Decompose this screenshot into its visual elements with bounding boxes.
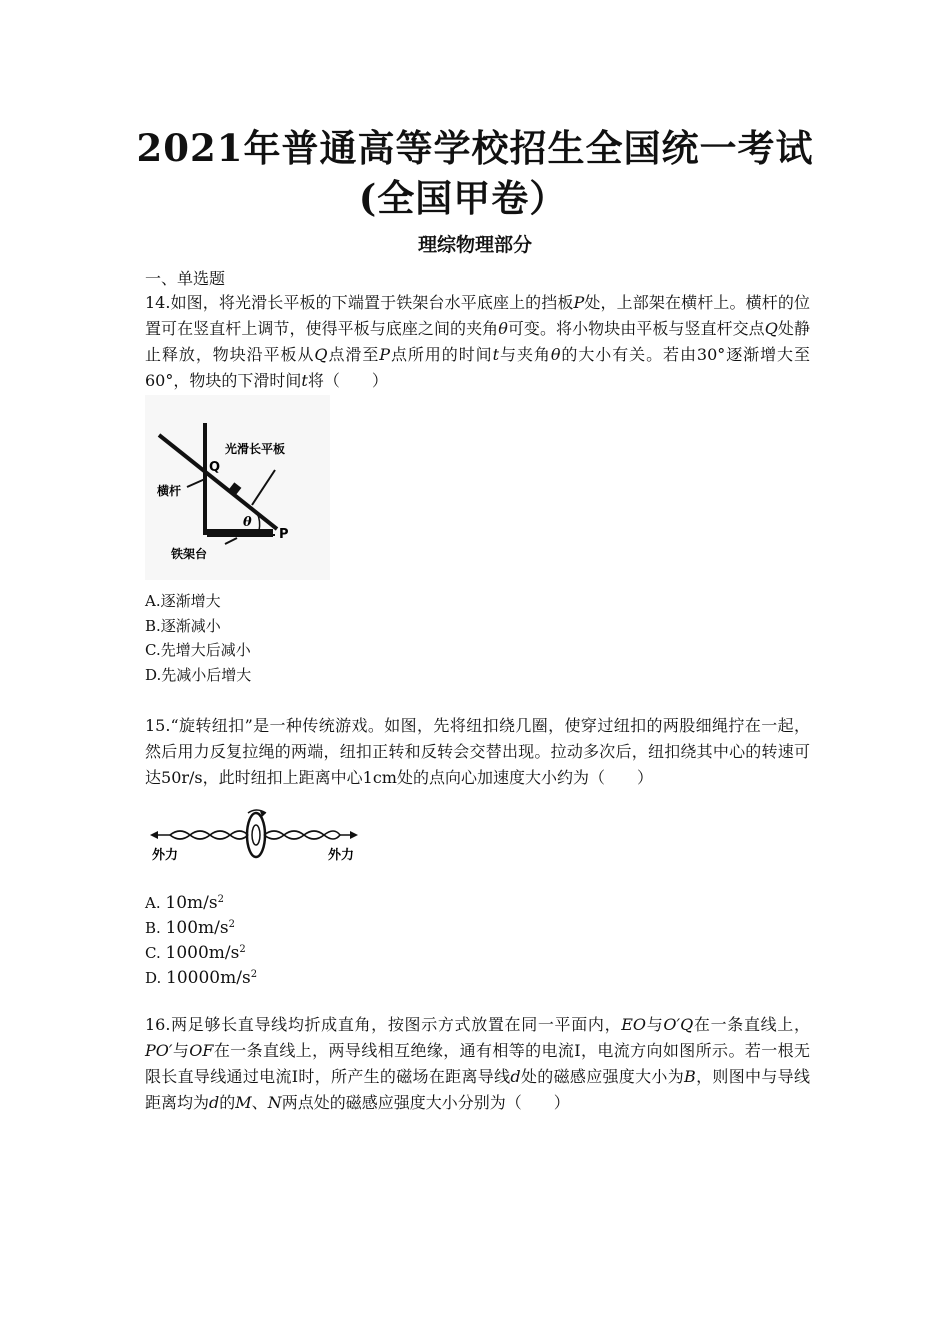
q14-option-b[interactable]: B.逐渐减小 xyxy=(145,617,221,635)
button-disc xyxy=(247,813,265,857)
label-stand: 铁架台 xyxy=(171,547,208,561)
paper-title-line2: (全国甲卷） xyxy=(358,176,568,220)
base-hatching xyxy=(207,529,273,537)
q14-option-c[interactable]: C.先增大后减小 xyxy=(145,641,251,659)
label-force-right: 外力 xyxy=(328,848,355,863)
label-P: P xyxy=(279,527,289,542)
q14-incline-figure xyxy=(145,395,330,580)
q15-option-d[interactable]: D. $10000m/s^2$ xyxy=(145,968,258,988)
q15-button-figure xyxy=(148,805,363,867)
question-15-stem: 15.“旋转纽扣”是一种传统游戏。如图，先将纽扣绕几圈，使穿过纽扣的两股细绳拧在一起，然后用力反复拉绳的两端，纽扣正转和反转会交替出现。拉动多次后，纽扣绕其中心的转速可达50r/s，此时纽扣上距离中心1cm处的点向心加速度大小约为（ ） xyxy=(145,716,810,787)
question-16-stem: 16.两足够长直导线均折成直角，按图示方式放置在同一平面内，EO与O′Q在一条直线上，PO′与OF在一条直线上，两导线相互绝缘，通有相等的电流I，电流方向如图所示。若一根无限长直导线通过电流I时，所产生的磁场在距离导线d处的磁感应强度大小为B，则图中与导线距离均为d的M、N两点处的磁感应强度大小分别为（ ） xyxy=(145,1015,810,1112)
q14-option-d[interactable]: D.先减小后增大 xyxy=(145,666,252,684)
button-center xyxy=(252,825,260,845)
section-label: 一、单选题 xyxy=(145,269,226,288)
q15-option-c[interactable]: C. $1000m/s^2$ xyxy=(145,943,246,963)
paper-subtitle: 理综物理部分 xyxy=(417,234,532,256)
left-arrow-head xyxy=(150,831,158,839)
label-theta: θ xyxy=(243,515,252,530)
q15-option-a[interactable]: A. $10m/s^2$ xyxy=(145,893,224,913)
paper-title: 2021年普通高等学校招生全国统一考试 xyxy=(136,126,814,170)
right-arrow-head xyxy=(350,831,358,839)
label-rod: 横杆 xyxy=(157,484,182,498)
q14-option-a[interactable]: A.逐渐增大 xyxy=(145,592,221,610)
label-Q: Q xyxy=(209,460,221,475)
q15-option-b[interactable]: B. $100m/s^2$ xyxy=(145,918,235,938)
label-board: 光滑长平板 xyxy=(225,442,286,456)
question-14-stem: 14.如图，将光滑长平板的下端置于铁架台水平底座上的挡板P处，上部架在横杆上。横杆的位置可在竖直杆上调节，使得平板与底座之间的夹角θ可变。将小物块由平板与竖直杆交点Q处静止释放，物块沿平板从Q点滑至P点所用的时间t与夹角θ的大小有关。若由30°逐渐增大至60°，物块的下滑时间t将（ ） xyxy=(145,293,810,390)
label-force-left: 外力 xyxy=(152,848,179,863)
